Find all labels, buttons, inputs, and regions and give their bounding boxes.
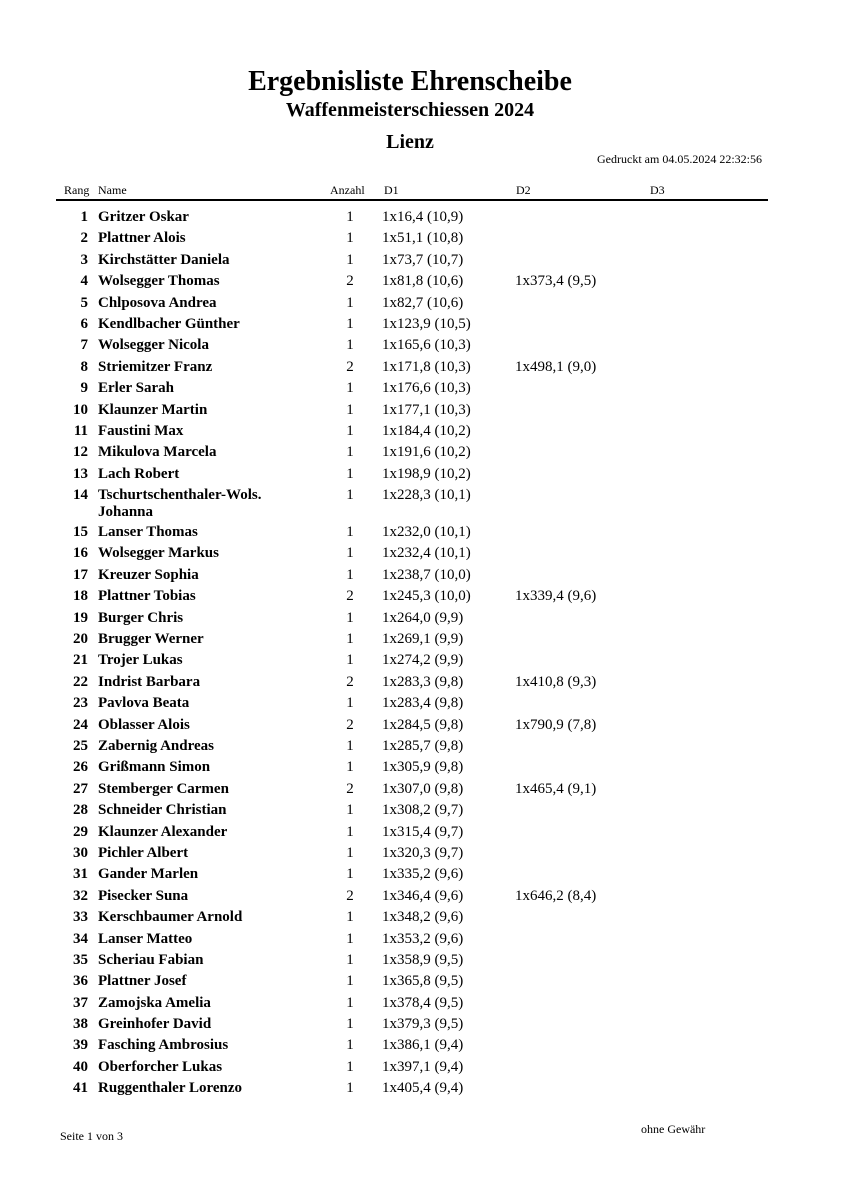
- name-cell: Pavlova Beata: [98, 695, 190, 712]
- count-cell: 1: [346, 844, 354, 861]
- d1-cell: 1x283,4 (9,8): [382, 695, 464, 712]
- count-cell: 1: [346, 524, 354, 541]
- rank-cell: 29: [73, 823, 88, 840]
- count-cell: 1: [346, 315, 354, 332]
- table-row: [0, 673, 848, 694]
- d1-cell: 1x320,3 (9,7): [382, 844, 464, 861]
- d1-cell: 1x346,4 (9,6): [382, 887, 464, 904]
- name-cell: Gritzer Oskar: [98, 209, 189, 225]
- name-cell: Grißmann Simon: [98, 759, 211, 776]
- name-cell: Pichler Albert: [98, 844, 189, 861]
- column-header-d1: D1: [384, 183, 399, 197]
- name-cell: Plattner Josef: [98, 973, 187, 990]
- name-cell: Scheriau Fabian: [98, 951, 204, 968]
- d1-cell: 1x315,4 (9,7): [382, 823, 464, 840]
- d1-cell: 1x365,8 (9,5): [382, 973, 464, 990]
- d1-cell: 1x405,4 (9,4): [382, 1080, 464, 1097]
- count-cell: 1: [346, 566, 354, 583]
- table-row: [0, 780, 848, 801]
- rank-cell: 33: [73, 909, 88, 926]
- d1-cell: 1x379,3 (9,5): [382, 1016, 464, 1033]
- rank-cell: 7: [80, 337, 88, 354]
- name-cell: Klaunzer Martin: [98, 401, 208, 418]
- table-row: [0, 422, 848, 443]
- count-cell: 2: [346, 887, 354, 904]
- rank-cell: 39: [73, 1037, 88, 1054]
- name-cell: Kirchstätter Daniela: [98, 251, 230, 268]
- d1-cell: 1x191,6 (10,2): [382, 444, 471, 461]
- table-row: [0, 1015, 848, 1036]
- table-row: [0, 887, 848, 908]
- d1-cell: 1x348,2 (9,6): [382, 909, 464, 926]
- count-cell: 1: [346, 695, 354, 712]
- count-cell: 2: [346, 673, 354, 690]
- count-cell: 1: [346, 230, 354, 247]
- name-cell: Zamojska Amelia: [98, 994, 211, 1011]
- d1-cell: 1x177,1 (10,3): [382, 401, 471, 418]
- table-row: [0, 587, 848, 608]
- count-cell: 1: [346, 866, 354, 883]
- d2-cell: 1x498,1 (9,0): [515, 358, 597, 375]
- d1-cell: 1x358,9 (9,5): [382, 951, 464, 968]
- d2-cell: 1x646,2 (8,4): [515, 887, 597, 904]
- rank-cell: 40: [73, 1058, 88, 1075]
- rank-cell: 30: [73, 844, 88, 861]
- table-row: [0, 294, 848, 315]
- rank-cell: 1: [80, 209, 88, 225]
- table-row: [0, 443, 848, 464]
- rank-cell: 10: [73, 401, 88, 418]
- name-cell: Wolsegger Nicola: [98, 337, 209, 354]
- rank-cell: 27: [73, 780, 88, 797]
- name-cell: Wolsegger Thomas: [98, 273, 220, 290]
- d1-cell: 1x335,2 (9,6): [382, 866, 464, 883]
- d2-cell: 1x465,4 (9,1): [515, 780, 597, 797]
- name-cell: Indrist Barbara: [98, 673, 201, 690]
- name-cell: Plattner Tobias: [98, 588, 196, 605]
- location-heading: Lienz: [386, 131, 434, 153]
- d1-cell: 1x378,4 (9,5): [382, 994, 464, 1011]
- d1-cell: 1x308,2 (9,7): [382, 802, 464, 819]
- disclaimer: ohne Gewähr: [641, 1122, 706, 1136]
- d1-cell: 1x283,3 (9,8): [382, 673, 464, 690]
- rank-cell: 36: [73, 973, 88, 990]
- count-cell: 1: [346, 909, 354, 926]
- name-cell: Oblasser Alois: [98, 716, 190, 733]
- column-header-name: Name: [98, 183, 127, 197]
- table-row: [0, 251, 848, 272]
- table-row: [0, 523, 848, 544]
- d1-cell: 1x16,4 (10,9): [382, 209, 464, 225]
- d1-cell: 1x73,7 (10,7): [382, 251, 464, 268]
- d1-cell: 1x397,1 (9,4): [382, 1058, 464, 1075]
- name-cell: Schneider Christian: [98, 802, 227, 819]
- name-cell: Fasching Ambrosius: [98, 1037, 229, 1054]
- rank-cell: 38: [73, 1016, 88, 1033]
- name-cell: Tschurtschenthaler-Wols. Johanna: [98, 487, 262, 521]
- results-table: [0, 208, 848, 1101]
- rank-cell: 23: [73, 695, 88, 712]
- name-cell: Zabernig Andreas: [98, 737, 214, 754]
- d1-cell: 1x184,4 (10,2): [382, 422, 471, 439]
- count-cell: 1: [346, 380, 354, 397]
- count-cell: 1: [346, 973, 354, 990]
- count-cell: 1: [346, 1037, 354, 1054]
- count-cell: 1: [346, 737, 354, 754]
- count-cell: 1: [346, 209, 354, 225]
- rank-cell: 3: [80, 251, 88, 268]
- rank-cell: 34: [73, 930, 88, 947]
- count-cell: 1: [346, 422, 354, 439]
- table-row: [0, 737, 848, 758]
- count-cell: 1: [346, 951, 354, 968]
- d1-cell: 1x81,8 (10,6): [382, 273, 464, 290]
- rank-cell: 6: [80, 315, 88, 332]
- d2-cell: 1x373,4 (9,5): [515, 273, 597, 290]
- table-row: [0, 630, 848, 651]
- count-cell: 2: [346, 716, 354, 733]
- name-cell: Chlposova Andrea: [98, 294, 217, 311]
- d1-cell: 1x51,1 (10,8): [382, 230, 464, 247]
- name-cell: Brugger Werner: [98, 631, 204, 648]
- d1-cell: 1x123,9 (10,5): [382, 315, 471, 332]
- table-row: [0, 844, 848, 865]
- table-row: [0, 486, 848, 523]
- count-cell: 1: [346, 759, 354, 776]
- table-row: [0, 758, 848, 779]
- table-row: [0, 401, 848, 422]
- count-cell: 1: [346, 487, 354, 504]
- rank-cell: 31: [73, 866, 88, 883]
- page-number: Seite 1 von 3: [60, 1129, 123, 1143]
- column-header-anzahl: Anzahl: [330, 183, 365, 197]
- count-cell: 1: [346, 465, 354, 482]
- table-row: [0, 229, 848, 250]
- d1-cell: 1x165,6 (10,3): [382, 337, 471, 354]
- count-cell: 1: [346, 652, 354, 669]
- table-row: [0, 358, 848, 379]
- count-cell: 2: [346, 273, 354, 290]
- count-cell: 1: [346, 1080, 354, 1097]
- table-row: [0, 465, 848, 486]
- rank-cell: 14: [73, 487, 88, 504]
- count-cell: 1: [346, 545, 354, 562]
- table-row: [0, 994, 848, 1015]
- table-row: [0, 208, 848, 229]
- name-cell: Kreuzer Sophia: [98, 566, 199, 583]
- table-row: [0, 315, 848, 336]
- rank-cell: 37: [73, 994, 88, 1011]
- count-cell: 1: [346, 337, 354, 354]
- name-cell: Gander Marlen: [98, 866, 199, 883]
- count-cell: 2: [346, 780, 354, 797]
- d1-cell: 1x232,4 (10,1): [382, 545, 471, 562]
- name-cell: Burger Chris: [98, 609, 184, 626]
- d1-cell: 1x386,1 (9,4): [382, 1037, 464, 1054]
- d1-cell: 1x198,9 (10,2): [382, 465, 471, 482]
- name-cell: Pisecker Suna: [98, 887, 189, 904]
- d2-cell: 1x339,4 (9,6): [515, 588, 597, 605]
- d1-cell: 1x274,2 (9,9): [382, 652, 464, 669]
- count-cell: 1: [346, 444, 354, 461]
- rank-cell: 19: [73, 609, 88, 626]
- d1-cell: 1x82,7 (10,6): [382, 294, 464, 311]
- count-cell: 1: [346, 631, 354, 648]
- table-row: [0, 951, 848, 972]
- name-cell: Lach Robert: [98, 465, 180, 482]
- d1-cell: 1x264,0 (9,9): [382, 609, 464, 626]
- d1-cell: 1x171,8 (10,3): [382, 358, 471, 375]
- rank-cell: 32: [73, 887, 88, 904]
- name-cell: Lanser Matteo: [98, 930, 193, 947]
- name-cell: Ruggenthaler Lorenzo: [98, 1080, 243, 1097]
- count-cell: 1: [346, 930, 354, 947]
- rank-cell: 26: [73, 759, 88, 776]
- d2-cell: 1x790,9 (7,8): [515, 716, 597, 733]
- d1-cell: 1x353,2 (9,6): [382, 930, 464, 947]
- column-header-d3: D3: [650, 183, 665, 197]
- name-cell: Oberforcher Lukas: [98, 1058, 223, 1075]
- rank-cell: 41: [73, 1080, 88, 1097]
- table-row: [0, 651, 848, 672]
- rank-cell: 18: [73, 588, 88, 605]
- d1-cell: 1x307,0 (9,8): [382, 780, 464, 797]
- rank-cell: 11: [73, 422, 88, 439]
- table-row: [0, 272, 848, 293]
- table-row: [0, 336, 848, 357]
- table-row: [0, 694, 848, 715]
- count-cell: 1: [346, 609, 354, 626]
- name-cell: Faustini Max: [98, 422, 184, 439]
- d1-cell: 1x176,6 (10,3): [382, 380, 471, 397]
- name-cell: Klaunzer Alexander: [98, 823, 228, 840]
- rank-cell: 2: [80, 230, 88, 247]
- count-cell: 1: [346, 401, 354, 418]
- name-cell: Erler Sarah: [98, 380, 174, 397]
- table-row: [0, 801, 848, 822]
- table-row: [0, 972, 848, 993]
- name-cell: Lanser Thomas: [98, 524, 198, 541]
- table-row: [0, 544, 848, 565]
- d1-cell: 1x284,5 (9,8): [382, 716, 464, 733]
- rank-cell: 4: [80, 273, 88, 290]
- table-row: [0, 609, 848, 630]
- rank-cell: 13: [73, 465, 88, 482]
- count-cell: 2: [346, 588, 354, 605]
- name-cell: Plattner Alois: [98, 230, 186, 247]
- rank-cell: 21: [73, 652, 88, 669]
- d1-cell: 1x305,9 (9,8): [382, 759, 464, 776]
- count-cell: 1: [346, 1016, 354, 1033]
- rank-cell: 28: [73, 802, 88, 819]
- count-cell: 1: [346, 802, 354, 819]
- column-header-d2: D2: [516, 183, 531, 197]
- name-cell: Stemberger Carmen: [98, 780, 229, 797]
- table-row: [0, 1079, 848, 1100]
- count-cell: 2: [346, 358, 354, 375]
- printed-timestamp: Gedruckt am 04.05.2024 22:32:56: [597, 152, 762, 166]
- d1-cell: 1x232,0 (10,1): [382, 524, 471, 541]
- name-cell: Wolsegger Markus: [98, 545, 219, 562]
- count-cell: 1: [346, 823, 354, 840]
- column-header-rang: Rang: [64, 183, 90, 197]
- name-cell: Trojer Lukas: [98, 652, 183, 669]
- d1-cell: 1x285,7 (9,8): [382, 737, 464, 754]
- rank-cell: 5: [80, 294, 88, 311]
- d1-cell: 1x238,7 (10,0): [382, 566, 471, 583]
- name-cell: Kendlbacher Günther: [98, 315, 240, 332]
- header-divider: [56, 199, 768, 201]
- table-row: [0, 908, 848, 929]
- name-cell: Striemitzer Franz: [98, 358, 213, 375]
- d1-cell: 1x245,3 (10,0): [382, 588, 471, 605]
- table-row: [0, 566, 848, 587]
- table-row: [0, 823, 848, 844]
- table-row: [0, 1036, 848, 1057]
- rank-cell: 9: [80, 380, 88, 397]
- rank-cell: 22: [73, 673, 88, 690]
- table-row: [0, 930, 848, 951]
- rank-cell: 12: [73, 444, 88, 461]
- rank-cell: 16: [73, 545, 88, 562]
- rank-cell: 17: [73, 566, 88, 583]
- count-cell: 1: [346, 994, 354, 1011]
- document-subtitle: Waffenmeisterschiessen 2024: [285, 99, 535, 121]
- table-row: [0, 716, 848, 737]
- rank-cell: 20: [73, 631, 88, 648]
- table-row: [0, 865, 848, 886]
- table-row: [0, 379, 848, 400]
- rank-cell: 8: [80, 358, 88, 375]
- table-row: [0, 1058, 848, 1079]
- d1-cell: 1x228,3 (10,1): [382, 487, 471, 504]
- d1-cell: 1x269,1 (9,9): [382, 631, 464, 648]
- d2-cell: 1x410,8 (9,3): [515, 673, 597, 690]
- document-title: Ergebnisliste Ehrenscheibe: [248, 66, 572, 97]
- name-cell: Kerschbaumer Arnold: [98, 909, 243, 926]
- rank-cell: 24: [73, 716, 88, 733]
- rank-cell: 35: [73, 951, 88, 968]
- count-cell: 1: [346, 1058, 354, 1075]
- name-cell: Mikulova Marcela: [98, 444, 217, 461]
- count-cell: 1: [346, 294, 354, 311]
- rank-cell: 15: [73, 524, 88, 541]
- count-cell: 1: [346, 251, 354, 268]
- rank-cell: 25: [73, 737, 88, 754]
- name-cell: Greinhofer David: [98, 1016, 212, 1033]
